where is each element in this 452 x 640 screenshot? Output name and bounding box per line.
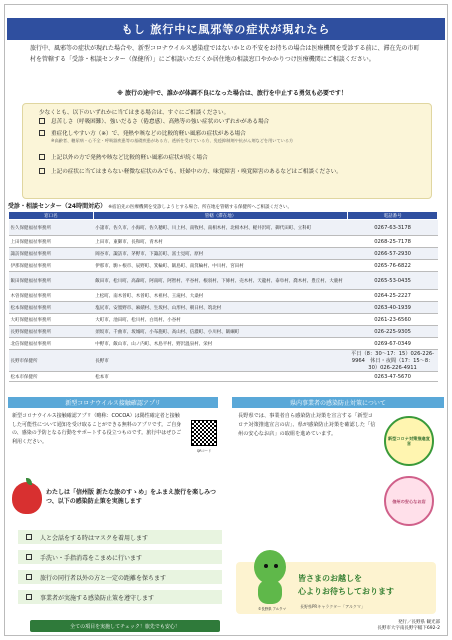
table-cell: 須坂市、千曲市、坂城町、小布施町、高山村、信濃町、小川村、飯綱町 <box>93 326 347 338</box>
table-cell: 松本保健福祉事務所 <box>9 302 94 314</box>
symptom-checklist <box>22 103 432 199</box>
checklist-lead: 少なくとも、以下のいずれかに当てはまる場合は、すぐにご相談ください。 <box>39 110 230 116</box>
table-cell: 0261-23-6560 <box>348 314 438 326</box>
table-cell: 木曽保健福祉事務所 <box>9 290 94 302</box>
table-cell: 塩尻市、安曇野市、麻績村、生坂村、山形村、朝日村、筑北村 <box>93 302 347 314</box>
pledge-item: 旅行の同行者以外の方と一定の距離を保ちます <box>18 570 222 584</box>
table-cell: 0265-76-6822 <box>348 260 438 272</box>
table-cell: 0266-57-2930 <box>348 248 438 260</box>
pledge-item: 人と会話をする時はマスクを着用します <box>18 530 222 544</box>
table-cell: 佐久保健福祉事務所 <box>9 220 94 236</box>
shinshu-header: 県内事業者の感染防止対策について <box>232 397 444 408</box>
table-cell: 岡谷市、諏訪市、茅野市、下諏訪町、富士見町、原村 <box>93 248 347 260</box>
checkbox-icon[interactable] <box>39 118 45 124</box>
table-cell: 大町市、池田町、松川村、白馬村、小谷村 <box>93 314 347 326</box>
qr-code[interactable]: QRコード <box>190 420 218 470</box>
table-row <box>9 260 438 272</box>
table-row <box>9 338 438 350</box>
table-cell: 平日（8：30～17：15）026-226-9964 休日・夜間（17：15～8：30）026-226-4911 <box>348 350 438 372</box>
pledge-footer: 全ての項目を実施してチェック！旅先でも安心！ <box>30 620 220 632</box>
column-header: 電話番号 <box>348 212 438 220</box>
checkbox-icon[interactable] <box>39 154 45 160</box>
table-cell: 小諸市、佐久市、小海町、佐久穂町、川上村、南牧村、南相木村、北相木村、軽井沢町、御代田町、立科町 <box>93 220 347 236</box>
table-cell: 0263-47-5670 <box>348 372 438 382</box>
table-cell: 0265-53-0435 <box>348 272 438 290</box>
table-cell: 伊那保健福祉事務所 <box>9 260 94 272</box>
column-header: 窓口名 <box>9 212 94 220</box>
table-cell: 長野市保健所 <box>9 350 94 372</box>
checklist-item: 上記以外の方で発熱や咳など比較的軽い風邪の症状が続く場合 <box>39 154 419 162</box>
table-cell: 北信保健福祉事務所 <box>9 338 94 350</box>
table-row <box>9 326 438 338</box>
table-row <box>9 236 438 248</box>
table-cell: 026-225-9305 <box>348 326 438 338</box>
table-cell: 長野市 <box>93 350 347 372</box>
cocoa-text: 新型コロナウイルス接触確認アプリ（略称：COCOA）は陽性確定者と接触した可能性について通知を受け取ることができる無料のアプリです。ご自身の、感染の予防となる行動をサポートする役立つものです。旅行中はぜひご利用ください。 <box>12 413 182 445</box>
safe-shop-seal-logo: 信州の安心なお店 <box>384 476 434 526</box>
table-cell: 諏訪保健福祉事務所 <box>9 248 94 260</box>
table-cell: 松本市 <box>93 372 347 382</box>
welcome-text: 皆さまのお越しを 心よりお待ちしております <box>298 574 394 596</box>
table-cell: 伊那市、駒ヶ根市、辰野町、箕輪町、飯島町、南箕輪村、中川村、宮田村 <box>93 260 347 272</box>
checkbox-icon[interactable] <box>26 534 32 540</box>
cocoa-header: 新型コロナウイルス接触確認アプリ <box>8 397 218 408</box>
table-cell: 0263-40-1939 <box>348 302 438 314</box>
checkbox-icon[interactable] <box>39 130 45 136</box>
table-row <box>9 272 438 290</box>
mascot-image: ©長野県 アルクマ <box>250 550 290 608</box>
table-row <box>9 248 438 260</box>
table-row <box>9 302 438 314</box>
checkbox-icon[interactable] <box>26 574 32 580</box>
checkbox-icon[interactable] <box>26 554 32 560</box>
checkbox-icon[interactable] <box>39 168 45 174</box>
table-row <box>9 314 438 326</box>
checklist-item: 上記の症状に当てはまらない軽微な症状のみでも、妊婦中の方、味覚障害・嗅覚障害のあるなどはご相談ください。 <box>39 168 419 176</box>
table-cell: 0268-25-7178 <box>348 236 438 248</box>
table-cell: 長野保健福祉事務所 <box>9 326 94 338</box>
table-cell: 上田市、東御市、長和町、青木村 <box>93 236 347 248</box>
table-cell: 大町保健福祉事務所 <box>9 314 94 326</box>
table-cell: 0267-63-3178 <box>348 220 438 236</box>
table-cell: 上松町、南木曽町、木曽町、木祖村、王滝村、大桑村 <box>93 290 347 302</box>
apple-icon <box>12 482 42 514</box>
table-row <box>9 220 438 236</box>
pledge-item: 事業者が実施する感染防止策を遵守します <box>18 590 222 604</box>
column-header: 管轄（滞在地） <box>93 212 347 220</box>
promotion-seal-logo: 新型コロナ対策推進宣言 <box>384 416 434 466</box>
table-cell: 0264-25-2227 <box>348 290 438 302</box>
table-cell: 飯田市、松川町、高森町、阿南町、阿智村、平谷村、根羽村、下條村、売木村、天龍村、泰阜村、喬木村、豊丘村、大鹿村 <box>93 272 347 290</box>
issuer-info: 発行／長野県 観光部 長野市大字南長野字幅下692-2 <box>377 620 440 631</box>
table-cell: 0269-67-0349 <box>348 338 438 350</box>
checklist-item: 重症化しやすい方（※）で、発熱や咳などの比較的軽い風邪の症状がある場合 ※高齢者、糖尿病・心不全・呼吸器疾患等の基礎疾患がある方、透析を受けている方、免疫抑制剤や抗がん剤などを用いている方 <box>39 130 419 144</box>
table-row <box>9 372 438 382</box>
checklist-item: 息苦しさ（呼吸困難）、強いだるさ（倦怠感）、高熱等の強い症状のいずれかがある場合 <box>39 118 419 126</box>
page-title: もし 旅行中に風邪等の症状が現れたら <box>7 18 445 40</box>
pledge-heading: わたしは「信州版 新たな旅のすゝめ」をふまえ旅行を楽しみつつ、以下の感染防止策を実施します <box>46 489 216 505</box>
consultation-table <box>8 211 438 382</box>
table-cell: 松本市保健所 <box>9 372 94 382</box>
table-row <box>9 350 438 372</box>
table-cell: 上田保健福祉事務所 <box>9 236 94 248</box>
warning-note: ※ 旅行の途中で、誰かが体調不良になった場合は、旅行を中止する勇気も必要です！ <box>117 90 347 97</box>
welcome-sub: 長野県PRキャラクター「アルクマ」 <box>300 604 365 609</box>
pledge-item: 手洗い・手指消毒をこまめに行います <box>18 550 222 564</box>
table-row <box>9 290 438 302</box>
table-heading: 受診・相談センター（24時間対応） ※宿泊先の医療機関を受診しようとする場合、所在地を管轄する保健所へご相談ください。 <box>8 203 292 210</box>
table-cell: 中野市、飯山市、山ノ内町、木島平村、野沢温泉村、栄村 <box>93 338 347 350</box>
intro-text: 旅行中、風邪等の症状が現れた場合や、新型コロナウイルス感染症ではないかとの不安をお持ちの場合は医療機関を受診する前に、滞在先の市町村を管轄する「受診・相談センター（保健所）」にご相談いただくか居住地の相談窓口やかかりつけ医療機関にご相談ください。 <box>30 45 420 63</box>
checkbox-icon[interactable] <box>26 594 32 600</box>
shinshu-text: 長野県では、事業者自ら感染防止対策を宣言する「新型コロナ対策推進宣言の店」、県が感染防止対策を確認した「信州の安心なお店」の取組を進めています。 <box>238 413 376 437</box>
table-cell: 飯田保健福祉事務所 <box>9 272 94 290</box>
qr-code-icon <box>191 420 217 446</box>
